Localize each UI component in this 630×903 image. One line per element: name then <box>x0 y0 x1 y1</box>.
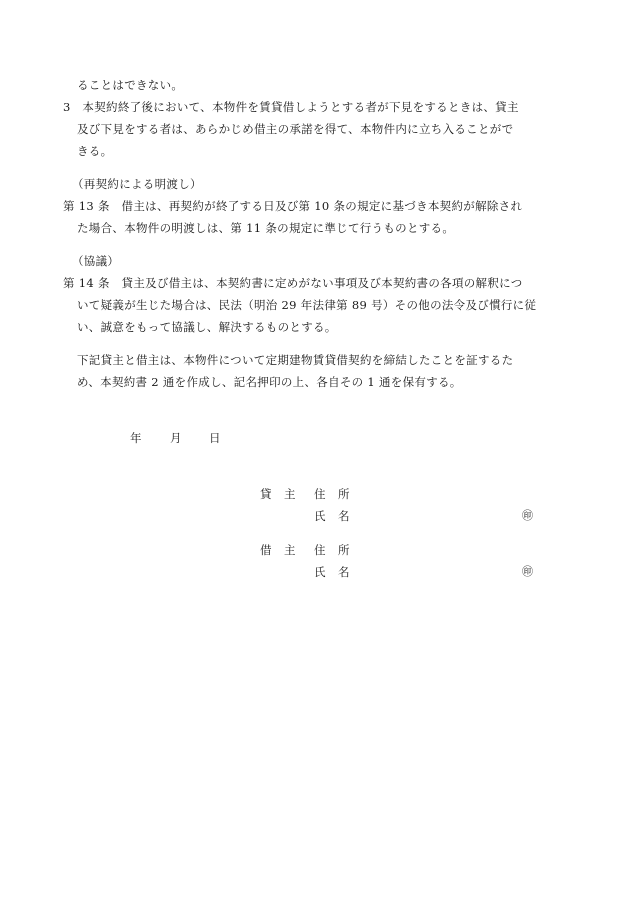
lessee-address-label: 住 所 <box>314 543 350 557</box>
lessor-address-label: 住 所 <box>314 487 350 501</box>
date-month-label: 月 <box>170 431 182 445</box>
article14-line2: いて疑義が生じた場合は、民法（明治 29 年法律第 89 号）その他の法令及び慣行に従 <box>77 298 537 312</box>
lessor-name-label: 氏 名 <box>314 509 350 523</box>
article13-heading: （再契約による明渡し） <box>72 177 202 191</box>
article13-line2: た場合、本物件の明渡しは、第 11 条の規定に準じて行うものとする。 <box>77 221 455 235</box>
closing-line1: 下記貸主と借主は、本物件について定期建物賃貸借契約を締結したことを証するた <box>77 353 514 367</box>
para2-continuation: ることはできない。 <box>77 78 184 92</box>
lessee-seal-icon: ㊞ <box>522 565 533 578</box>
article13-line1: 第 13 条 借主は、再契約が終了する日及び第 10 条の規定に基づき本契約が解除され <box>63 199 523 213</box>
para3-line1: 3 本契約終了後において、本物件を賃貸借しようとする者が下見をするときは、貸主 <box>63 100 519 114</box>
para3-line2: 及び下見をする者は、あらかじめ借主の承諾を得て、本物件内に立ち入ることがで <box>77 122 514 136</box>
article14-line1: 第 14 条 貸主及び借主は、本契約書に定めがない事項及び本契約書の各項の解釈につ <box>63 276 523 290</box>
lessee-name-label: 氏 名 <box>314 565 350 579</box>
article14-line3: い、誠意をもって協議し、解決するものとする。 <box>77 320 337 334</box>
para3-line3: きる。 <box>77 144 113 158</box>
date-year-label: 年 <box>130 431 142 445</box>
date-day-label: 日 <box>209 431 221 445</box>
closing-line2: め、本契約書 2 通を作成し、記名押印の上、各自その 1 通を保有する。 <box>77 375 462 389</box>
lessor-seal-icon: ㊞ <box>522 509 533 522</box>
article14-heading: （協議） <box>72 254 120 268</box>
lessor-role-label: 貸 主 <box>260 487 296 501</box>
lessee-role-label: 借 主 <box>260 543 296 557</box>
